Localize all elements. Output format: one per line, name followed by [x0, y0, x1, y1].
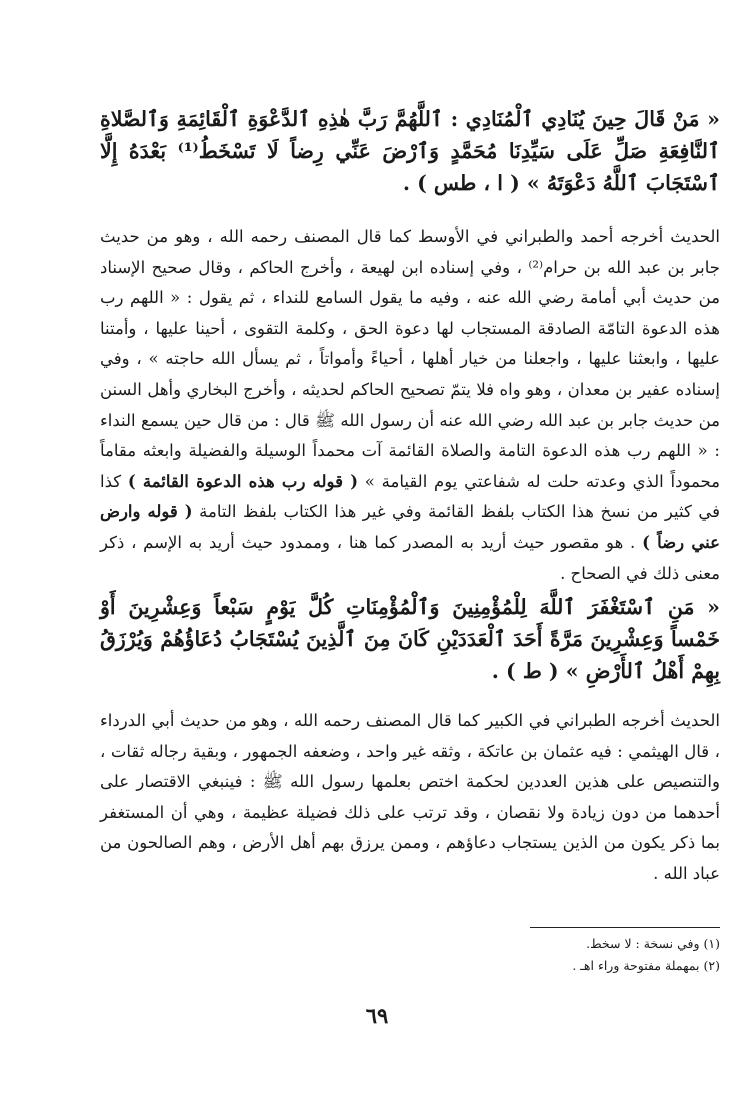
commentary-text-1: الحديث أخرجه أحمد والطبراني في الأوسط كما قال المصنف رحمه الله ، وهو من حديث جابر بن عبد الله بن حرام⁽²⁾ ، وفي إسناده ابن لهيعة ، وأخرج الحاكم ، وقال صحيح الإسناد من حديث أبي أمامة رضي الله عنه ، وفيه ما يقول السامع للنداء ، ثم يقول : « اللهم رب هذه الدعوة التامّة الصادقة المستجاب لها دعوة الحق ، وكلمة التقوى ، أحينا عليها ، وأمتنا عليها ، وابعثنا عليها ، واجعلنا من خيار أهلها ، أحياءً وأمواتاً ، ثم يسأل الله حاجته » ، وفي إسناده عفير بن معدان ، وهو واه فلا يتمّ تصحيح الحاكم لحديثه ، وأخرج البخاري وأهل السنن من حديث جابر بن عبد الله رضي الله عنه أن رسول الله ﷺ قال : من قال حين يسمع النداء : « اللهم رب هذه الدعوة التامة والصلاة القائمة آت محمداً الوسيلة والفضيلة وابعثه مقاماً محموداً الذي وعدته حلت له شفاعتي يوم القيامة » [100, 227, 721, 491]
hadith-text-1: « مَنْ قَالَ حِينَ يُنَادِي ٱلْمُنَادِي : ٱللَّهُمَّ رَبَّ هٰذِهِ ٱلدَّعْوَةِ ٱلْقَائِمَةِ وَٱلصَّلاةِ ٱلنَّافِعَةِ صَلِّ عَلَى سَيِّدِنَا مُحَمَّدٍ وَٱرْضَ عَنِّي رِضاً لَا تَسْخَطُ⁽¹⁾ بَعْدَهُ إِلَّا ٱسْتَجَابَ ٱللَّهُ دَعْوَتَهُ » ( ا ، طس ) . [100, 107, 720, 195]
bold-quote-2: ( قوله وارض عني رضاً ) [100, 502, 720, 552]
footnote-2: (٢) بمهملة مفتوحة وراء اهـ . [572, 958, 720, 973]
footnotes [480, 933, 720, 977]
bold-quote-1: ( قوله رب هذه الدعوة القائمة ) [127, 471, 359, 491]
footnote-divider [530, 927, 720, 928]
commentary-text-1-end: . هو مقصور حيث أريد به المصدر كما هنا ، وممدود حيث أريد به الإسم ، ذكر معنى ذلك في الصحاح . [100, 532, 720, 583]
commentary-paragraph-1 [100, 222, 720, 589]
page-number: ٦٩ [365, 1003, 389, 1028]
commentary-text-1-mid: كذا في كثير من نسخ هذا الكتاب بلفظ القائمة وفي غير هذا الكتاب بلفظ التامة [100, 471, 720, 522]
footnote-1: (١) وفي نسخة : لا سخط. [586, 936, 720, 951]
commentary-paragraph-2: الحديث أخرجه الطبراني في الكبير كما قال المصنف رحمه الله ، وهو من حديث أبي الدرداء ، قال الهيثمي : فيه عثمان بن عاتكة ، وثقه غير واحد ، وضعفه الجمهور ، وبقية رجاله ثقات ، والتنصيص على هذين العددين لحكمة اختص بعلمها رسول الله ﷺ : فينبغي الاقتصار على أحدهما من دون زيادة ولا نقصان ، وقد ترتب على ذلك فضيلة عظيمة ، وهي أن المستغفر بما ذكر يكون من الذين يستجاب دعاؤهم ، وممن يرزق بهم أهل الأرض ، وهم الصالحون من عباد الله . [100, 711, 720, 883]
hadith-text-2: « مَنِ ٱسْتَغْفَرَ ٱللَّهَ لِلْمُؤْمِنِينَ وَٱلْمُؤْمِنَاتِ كُلَّ يَوْمٍ سَبْعاً وَعِشْرِينَ أَوْ خَمْساً وَعِشْرِينَ مَرَّةً أَحَدَ ٱلْعَدَدَيْنِ كَانَ مِنَ ٱلَّذِينَ يُسْتَجَابُ دُعَاؤُهُمْ وَيُرْزَقُ بِهِمْ أَهْلُ ٱلأَرْضِ » ( ط ) . [100, 595, 720, 683]
